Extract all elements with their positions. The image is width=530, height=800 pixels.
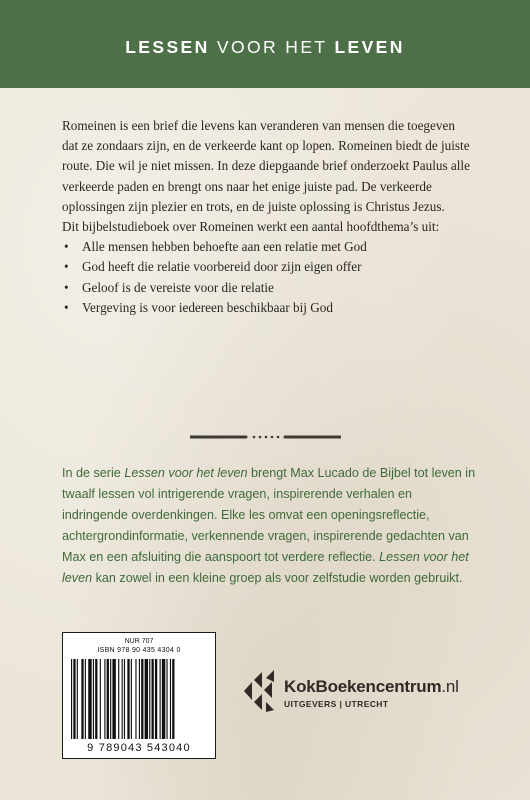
publisher-name bbox=[284, 677, 459, 697]
barcode-bar bbox=[81, 659, 83, 739]
barcode-bars bbox=[71, 659, 207, 739]
barcode-bar bbox=[145, 659, 148, 739]
series-title-word-leven: LEVEN bbox=[334, 36, 405, 57]
blurb-paragraph-1: Romeinen is een brief die levens kan veranderen van mensen die toegeven dat ze zondaars zijn, en de verkeerde kant op lopen. Romeinen biedt de juiste route. Die wil je niet missen. In deze diepgaande brief onderzoekt Paulus alle verkeerde paden en brengt ons naar het enige juiste pad. De verkeerde oplossingen zijn plezier en trots, en de juiste oplossing is Christus Jezus. bbox=[62, 118, 470, 214]
theme-bullet-list bbox=[62, 237, 470, 318]
list-item: • Vergeving is voor iedereen beschikbaar bij God bbox=[62, 298, 470, 318]
barcode-bar bbox=[135, 659, 136, 739]
series-text-part: brengt Max Lucado de Bijbel tot leven in twaalf lessen vol intrigerende vragen, inspirerende verhalen en indringende overdenkingen. Elke les omvat een openingsreflectie, achtergrondinformatie, verkennende vragen, inspirerende gedachten van Max en een afsluiting die aanspoort tot verdere reflectie. bbox=[62, 466, 476, 565]
series-title-heading bbox=[125, 37, 405, 58]
publisher-logo-icon bbox=[240, 668, 280, 714]
barcode-bar bbox=[107, 659, 109, 739]
publisher-name-suffix: .nl bbox=[441, 677, 459, 696]
barcode-bar bbox=[104, 659, 105, 739]
barcode-bar bbox=[88, 659, 91, 739]
series-text-part: In de serie bbox=[62, 466, 125, 480]
barcode-bar bbox=[118, 659, 119, 739]
isbn-barcode bbox=[62, 632, 216, 759]
barcode-bar bbox=[110, 659, 111, 739]
barcode-bar bbox=[170, 659, 171, 739]
series-title-word-voor-het: VOOR HET bbox=[209, 36, 335, 57]
barcode-bar bbox=[71, 659, 72, 739]
barcode-bar bbox=[131, 659, 132, 739]
series-description bbox=[62, 463, 476, 590]
barcode-bar bbox=[152, 659, 154, 739]
barcode-bar bbox=[127, 659, 129, 739]
list-item: • God heeft die relatie voorbereid door zijn eigen offer bbox=[62, 257, 470, 277]
publisher-name-main: KokBoekencentrum bbox=[284, 677, 442, 696]
barcode-digits: 9 789043 543040 bbox=[87, 742, 191, 754]
barcode-bar bbox=[100, 659, 101, 739]
publisher-subtitle: UITGEVERS | UTRECHT bbox=[284, 699, 389, 709]
list-item: • Alle mensen hebben behoefte aan een relatie met God bbox=[62, 237, 470, 257]
barcode-bar bbox=[93, 659, 94, 739]
nur-code: NUR 707 bbox=[124, 638, 154, 645]
barcode-bar bbox=[139, 659, 140, 739]
barcode-bar bbox=[112, 659, 115, 739]
barcode-bar bbox=[77, 659, 78, 739]
series-title-italic: Lessen voor het leven bbox=[62, 550, 469, 586]
barcode-bar bbox=[155, 659, 157, 739]
list-item: • Geloof is de vereiste voor die relatie bbox=[62, 278, 470, 298]
barcode-bar bbox=[85, 659, 86, 739]
barcode-bar bbox=[124, 659, 125, 739]
barcode-bar bbox=[73, 659, 75, 739]
series-text-part: kan zowel in een kleine groep als voor zelfstudie worden gebruikt. bbox=[92, 571, 463, 586]
barcode-bar bbox=[162, 659, 165, 739]
series-title-word-lessen: LESSEN bbox=[125, 36, 210, 57]
barcode-bar bbox=[160, 659, 161, 739]
isbn-number: ISBN 978 90 435 4304 0 bbox=[97, 647, 181, 654]
barcode-bar bbox=[141, 659, 143, 739]
barcode-bar bbox=[149, 659, 150, 739]
series-header-band bbox=[0, 0, 530, 88]
barcode-bar bbox=[122, 659, 123, 739]
blurb-paragraph-2: Dit bijbelstudieboek over Romeinen werkt een aantal hoofdthema’s uit: bbox=[62, 219, 440, 235]
barcode-bar bbox=[172, 659, 174, 739]
series-title-italic: Lessen voor het leven bbox=[124, 466, 248, 480]
book-blurb bbox=[62, 116, 470, 318]
ornamental-divider bbox=[190, 432, 341, 442]
barcode-bar bbox=[166, 659, 167, 739]
barcode-bar bbox=[95, 659, 97, 739]
